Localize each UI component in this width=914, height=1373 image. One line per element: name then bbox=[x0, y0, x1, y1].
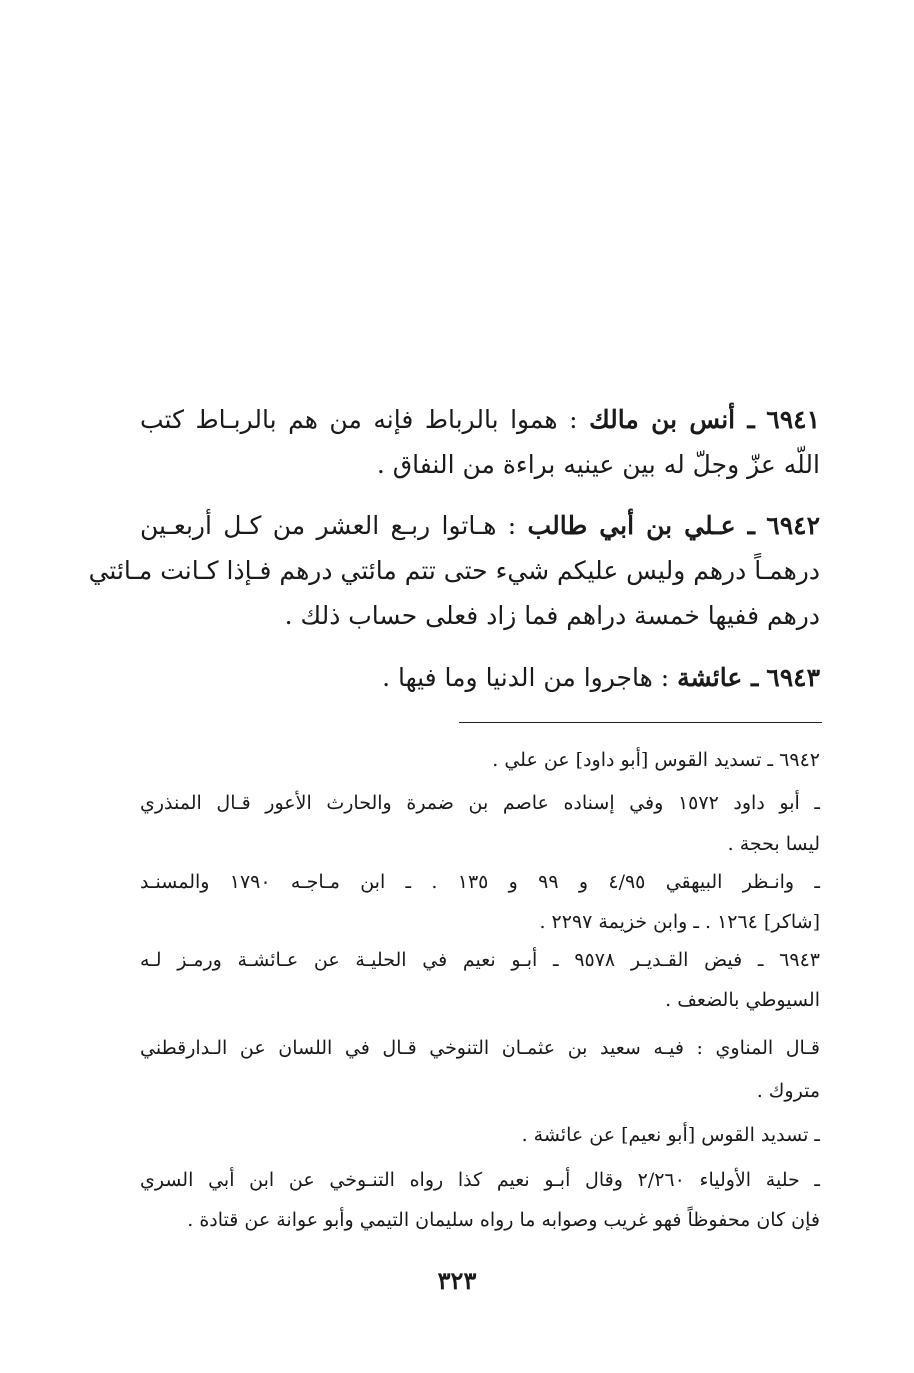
hadith-6941-line1: ٦٩٤١ ـ أنس بن مالك : هموا بالرباط فإنه من هم بالربـاط كتب bbox=[140, 405, 821, 434]
hadith-number: ٦٩٤٢ bbox=[766, 511, 820, 540]
hadith-6941-line2: اللّه عزّ وجلّ له بين عينيه براءة من النفاق . bbox=[376, 450, 820, 479]
footnote-line: [شاكر] ١٢٦٤ . ـ وابن خزيمة ٢٢٩٧ . bbox=[539, 911, 820, 933]
footnote-line: ـ تسديد القوس [أبو نعيم] عن عائشة . bbox=[521, 1124, 820, 1146]
footnote-line: فإن كان محفوظاً فهو غريب وصوابه ما رواه سليمان التيمي وأبو عوانة عن قتادة . bbox=[187, 1209, 820, 1231]
hadith-text: : هـاتوا ربـع العشر من كـل أربعـين bbox=[140, 511, 517, 540]
footnote-line: ـ أبو داود ١٥٧٢ وفي إسناده عاصم بن ضمرة والحارث الأعور قـال المنذري bbox=[140, 792, 820, 814]
footnote-line: متروك . bbox=[756, 1080, 820, 1102]
footnote-line: ٦٩٤٣ ـ فيض القـديـر ٩٥٧٨ ـ أبـو نعيم في الحليـة عن عـائشـة ورمـز لـه bbox=[140, 949, 820, 971]
hadith-number: ٦٩٤١ bbox=[766, 405, 821, 434]
footnote-line: ليسا بحجة . bbox=[727, 833, 820, 855]
hadith-text: : هاجروا من الدنيا وما فيها . bbox=[382, 663, 670, 692]
footnote-line: السيوطي بالضعف . bbox=[665, 989, 820, 1011]
hadith-6942-line3: درهم ففيها خمسة دراهم فما زاد فعلى حساب ذلك . bbox=[284, 601, 820, 630]
narrator-name: عـلي بن أبي طالب bbox=[527, 511, 736, 540]
hadith-6942-line2: درهمـاً درهم وليس عليكم شيء حتى تتم مائتي درهم فـإذا كـانت مـائتي bbox=[88, 556, 820, 585]
footnote-line: ٦٩٤٢ ـ تسديد القوس [أبو داود] عن علي . bbox=[492, 749, 820, 771]
page-number: ٣٢٣ bbox=[437, 1266, 477, 1295]
footnote-line: ـ وانـظر البيهقي ٤/٩٥ و ٩٩ و ١٣٥ . ـ ابن مـاجـه ١٧٩٠ والمسنـد bbox=[140, 871, 820, 893]
footnote-line: ـ حلية الأولياء ٢/٢٦٠ وقال أبـو نعيم كذا رواه التنـوخي عن ابن أبي السري bbox=[140, 1169, 820, 1191]
narrator-name: أنس بن مالك bbox=[589, 405, 736, 434]
hadith-text: : هموا بالرباط فإنه من هم بالربـاط كتب bbox=[140, 405, 578, 434]
hadith-6943-line1: ٦٩٤٣ ـ عائشة : هاجروا من الدنيا وما فيها . bbox=[382, 663, 820, 692]
narrator-name: عائشة bbox=[677, 663, 743, 692]
footnote-line: قـال المناوي : فيـه سعيد بن عثمـان التنوخي قـال في اللسان عن الـدارقطني bbox=[140, 1037, 820, 1059]
footnote-separator bbox=[459, 722, 822, 723]
hadith-number: ٦٩٤٣ bbox=[766, 663, 820, 692]
hadith-6942-line1: ٦٩٤٢ ـ عـلي بن أبي طالب : هـاتوا ربـع العشر من كـل أربعـين bbox=[140, 511, 820, 540]
